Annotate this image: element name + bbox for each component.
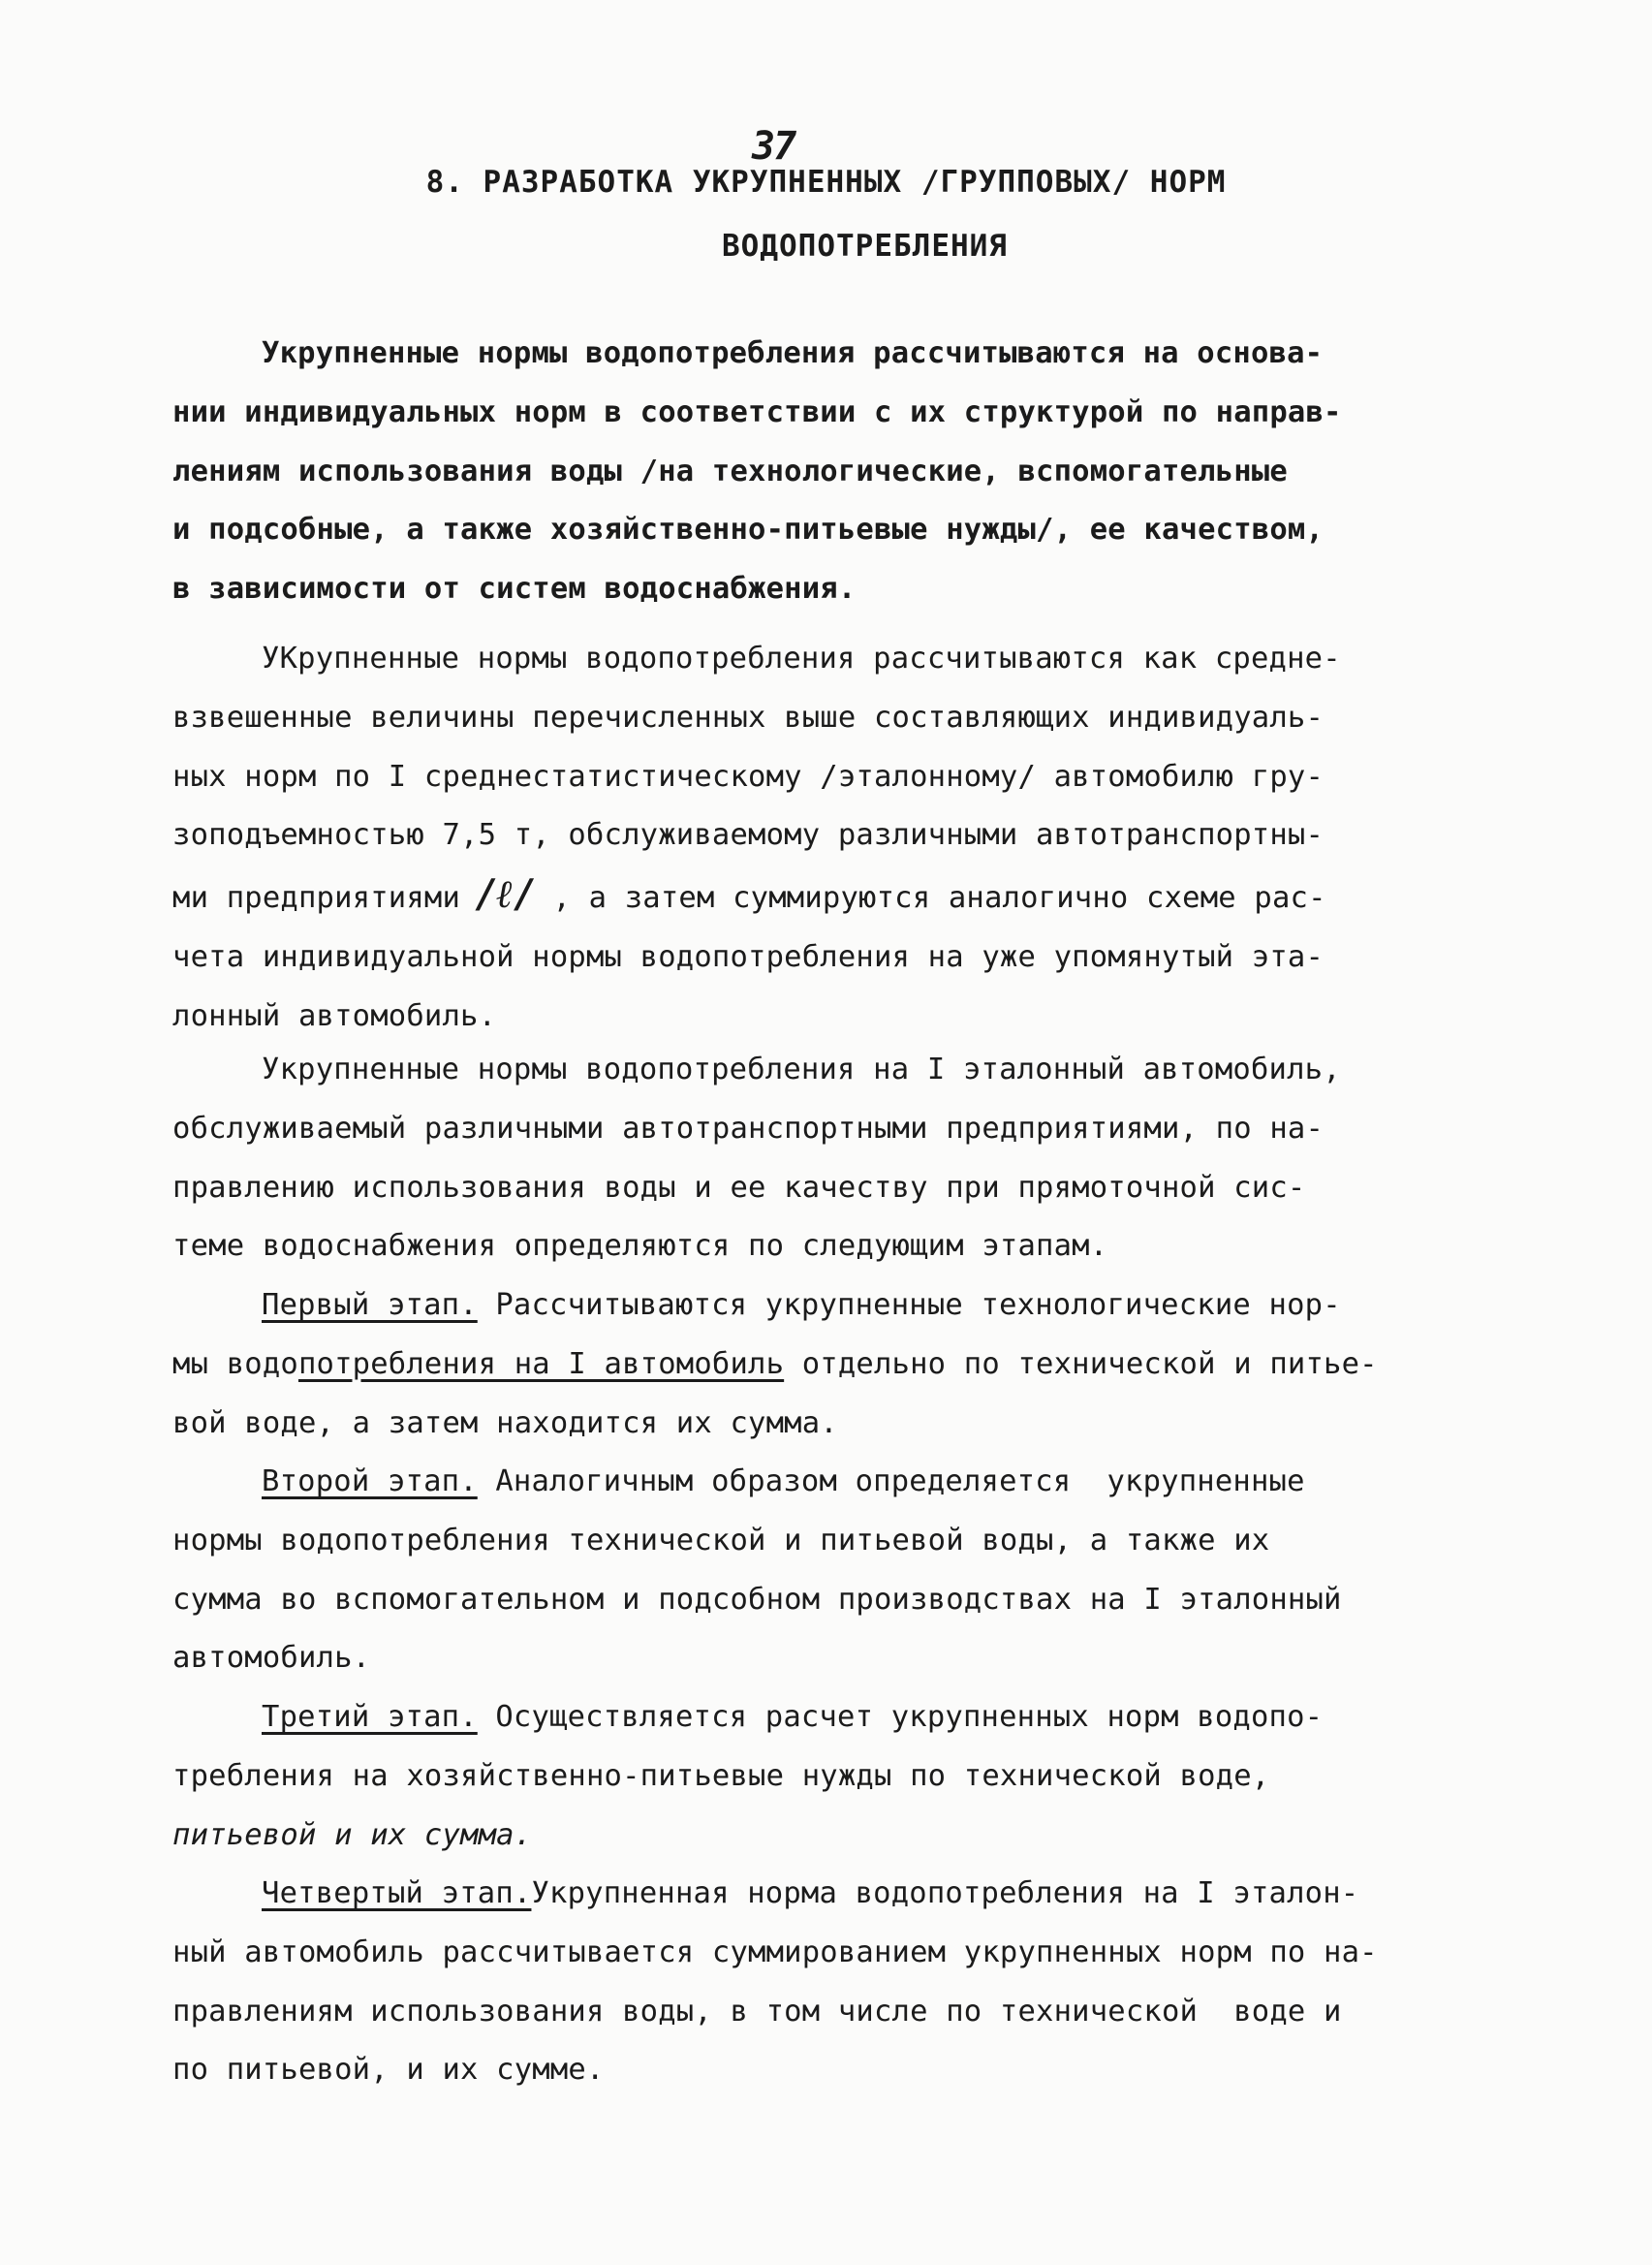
text-line: лонный автомобиль. (172, 998, 497, 1033)
page-number: 37 (752, 124, 795, 169)
text-line (172, 1865, 1393, 1924)
text-line: нии индивидуальных норм в соответствии с их структурой по направ- (172, 394, 1342, 429)
section-heading: 8. РАЗРАБОТКА УКРУПНЕННЫХ /ГРУППОВЫХ/ НОРМ (425, 165, 1227, 200)
stage-3-paragraph (172, 1688, 1393, 1865)
stage-2-paragraph (172, 1453, 1393, 1688)
text-fragment: Укрупненная норма водопотребления на I эталон- (531, 1876, 1359, 1910)
text-line: вой воде, а затем находится их сумма. (172, 1405, 838, 1440)
text-line: обслуживаемый различными автотранспортными предприятиями, по на- (172, 1111, 1325, 1146)
text-fragment: Осуществляется расчет укрупненных норм водопо- (477, 1700, 1324, 1734)
paragraph-3 (172, 1041, 1393, 1276)
text-fragment: отдельно по технической и питье- (784, 1346, 1378, 1381)
text-line: по питьевой, и их сумме. (172, 2053, 605, 2088)
text-line: взвешенные величины перечисленных выше составляющих индивидуаль- (172, 700, 1325, 735)
section-heading-continued: ВОДОПОТРЕБЛЕНИЯ (722, 229, 1008, 264)
text-line: УКрупненные нормы водопотребления рассчитываются как средне- (262, 642, 1341, 676)
text-line (172, 1453, 1393, 1512)
stage-2-label: Второй этап. (262, 1464, 478, 1498)
text-line: питьевой и их сумма. (172, 1817, 533, 1852)
stage-1-paragraph (172, 1276, 1393, 1453)
text-fragment: Рассчитываются укрупненные технологические нор- (477, 1288, 1341, 1322)
text-line: правлению использования воды и ее качеству при прямоточной сис- (172, 1170, 1306, 1205)
text-line: в зависимости от систем водоснабжения. (172, 572, 857, 607)
text-line: автомобиль. (172, 1641, 371, 1676)
text-line: Укрупненные нормы водопотребления на I эталонный автомобиль, (262, 1053, 1341, 1086)
stage-1-label: Первый этап. (262, 1288, 478, 1322)
stage-4-label: Четвертый этап. (262, 1876, 532, 1910)
text-fragment: мы водо (172, 1346, 298, 1381)
paragraph-1 (172, 325, 1393, 619)
paragraph-2 (172, 630, 1393, 1047)
handwritten-reference: /ℓ/ (478, 871, 535, 918)
text-fragment: , а затем суммируются аналогично схеме рас- (534, 881, 1326, 916)
text-line: чета индивидуальной нормы водопотребления на уже упомянутый эта- (172, 939, 1325, 974)
text-line (172, 1688, 1393, 1747)
text-line (172, 865, 1393, 928)
stage-4-paragraph (172, 1865, 1393, 2100)
text-line: требления на хозяйственно-питьевые нужды по технической воде, (172, 1758, 1270, 1793)
text-line: нормы водопотребления технической и питьевой воды, а также их (172, 1523, 1270, 1557)
text-line: зоподъемностью 7,5 т, обслуживаемому различными автотранспортны- (172, 818, 1325, 853)
text-line: и подсобные, а также хозяйственно-питьевые нужды/, ее качеством, (172, 513, 1325, 548)
text-line: правлениям использования воды, в том числе по технической воде и (172, 1994, 1342, 2029)
text-line: сумма во вспомогательном и подсобном производствах на I эталонный (172, 1582, 1342, 1617)
text-line (172, 1336, 1393, 1395)
text-line: теме водоснабжения определяются по следующим этапам. (172, 1229, 1108, 1264)
underlined-text: потребления на I автомобиль (297, 1346, 785, 1381)
text-line: Укрупненные нормы водопотребления рассчитываются на основа- (262, 336, 1324, 370)
text-line: ных норм по I среднестатистическому /эталонному/ автомобилю гру- (172, 759, 1325, 794)
stage-3-label: Третий этап. (262, 1700, 478, 1734)
text-line: ный автомобиль рассчитывается суммированием укрупненных норм по на- (172, 1935, 1378, 1969)
text-fragment: Аналогичным образом определяется укрупненные (477, 1464, 1305, 1498)
text-fragment: ми предприятиями (172, 881, 479, 916)
text-line: лениям использования воды /на технологические, вспомогательные (172, 454, 1288, 488)
text-line (172, 1276, 1393, 1336)
